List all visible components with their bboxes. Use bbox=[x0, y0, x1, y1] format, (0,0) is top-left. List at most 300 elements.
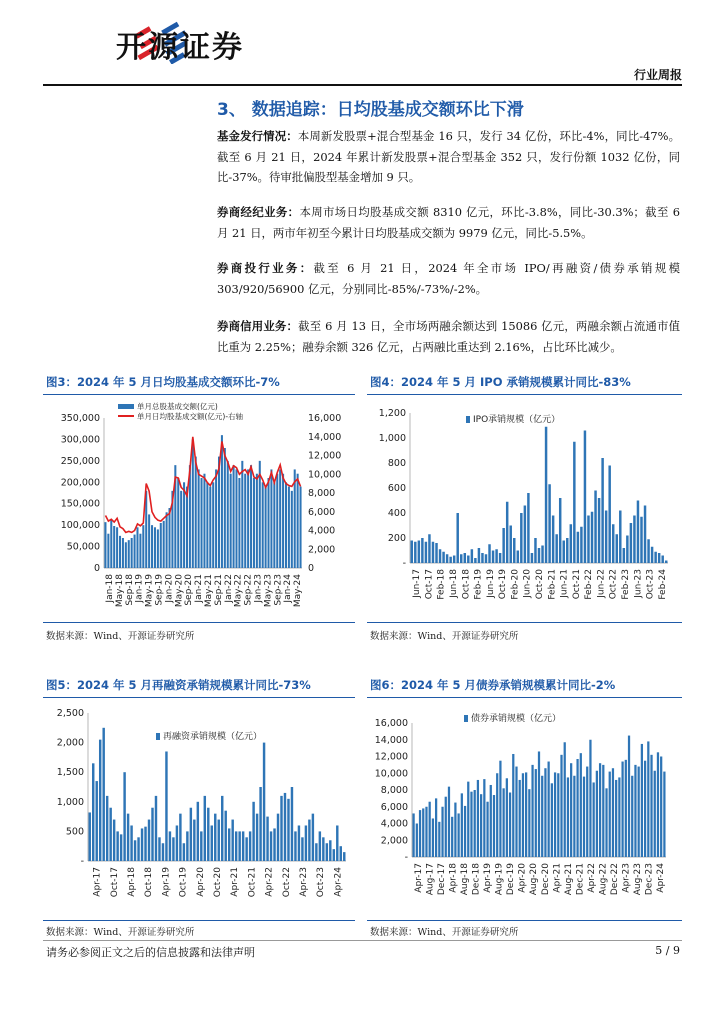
bar bbox=[464, 553, 466, 563]
bar bbox=[509, 793, 511, 857]
figure-4-rule bbox=[367, 394, 682, 395]
bar bbox=[638, 767, 640, 857]
bar bbox=[605, 511, 607, 564]
bar bbox=[127, 814, 129, 861]
x-tick-label: Apr-17 bbox=[92, 867, 103, 897]
x-tick-label: Apr-23 bbox=[299, 867, 309, 897]
bar bbox=[249, 831, 251, 861]
bar bbox=[658, 553, 660, 563]
bar bbox=[587, 516, 589, 564]
bar bbox=[134, 840, 136, 861]
bar bbox=[141, 828, 143, 861]
bar bbox=[158, 837, 160, 861]
x-tick-label: Apr-21 bbox=[552, 863, 563, 893]
bar bbox=[336, 825, 338, 861]
figure-6-title: 图6：2024 年 5 月债券承销规模累计同比-2% bbox=[370, 678, 616, 692]
x-tick-label: Feb-18 bbox=[436, 569, 447, 600]
bar bbox=[485, 554, 487, 563]
x-tick-label: Oct-19 bbox=[498, 569, 509, 600]
y2-tick-label: 14,000 bbox=[308, 431, 342, 443]
bar bbox=[297, 474, 299, 568]
y2-tick-label: 0 bbox=[308, 563, 315, 574]
bar bbox=[214, 814, 216, 861]
x-tick-label: Aug-23 bbox=[633, 863, 644, 896]
bar bbox=[241, 461, 243, 568]
y2-tick-label: 8,000 bbox=[308, 488, 336, 499]
bar bbox=[428, 534, 430, 563]
bar bbox=[109, 808, 111, 861]
figure-6-source: 数据来源：Wind、开源证券研究所 bbox=[370, 927, 519, 938]
figure-3-rule bbox=[43, 394, 355, 395]
company-name: 开源证券 bbox=[116, 30, 244, 65]
y-tick-label: 1,000 bbox=[378, 433, 406, 444]
bar bbox=[474, 558, 476, 563]
x-tick-label: May-19 bbox=[144, 574, 155, 608]
x-tick-label: Jun-19 bbox=[485, 569, 496, 598]
bar bbox=[198, 469, 200, 568]
bar bbox=[416, 824, 418, 858]
chart-fig5 bbox=[44, 703, 354, 917]
bar bbox=[454, 803, 456, 857]
bar bbox=[244, 474, 246, 568]
legend-swatch bbox=[156, 733, 160, 740]
bar bbox=[512, 754, 514, 857]
bar bbox=[563, 541, 565, 564]
bar bbox=[486, 802, 488, 857]
bar bbox=[176, 825, 178, 861]
bar bbox=[250, 465, 252, 568]
bar bbox=[515, 767, 517, 857]
bar bbox=[612, 768, 614, 857]
x-tick-label: Apr-19 bbox=[483, 863, 494, 893]
bar bbox=[573, 442, 575, 563]
bar bbox=[541, 776, 543, 857]
bar bbox=[628, 736, 630, 857]
para-label: 基金发行情况： bbox=[217, 129, 298, 143]
bar bbox=[263, 743, 265, 861]
bar bbox=[490, 785, 492, 857]
para-text: 本周市场日均股基成交额 8310 亿元，环比-3.8%，同比-30.3%；截至 6 月 21 日，两市年初至今累计日均股基成交额为 9979 亿元，同比-5.5%。 bbox=[217, 205, 680, 240]
bar bbox=[451, 817, 453, 857]
bar bbox=[95, 781, 97, 861]
x-tick-label: Jan-21 bbox=[194, 574, 205, 603]
bar bbox=[499, 761, 501, 857]
bar bbox=[625, 760, 627, 857]
y-tick-label: 50,000 bbox=[66, 541, 100, 553]
y-tick-label: 100,000 bbox=[60, 520, 100, 532]
x-tick-label: Feb-22 bbox=[584, 569, 595, 600]
bar bbox=[665, 561, 667, 564]
bar bbox=[425, 807, 427, 857]
bar bbox=[195, 457, 197, 568]
bar bbox=[280, 796, 282, 861]
paragraph-investment-banking bbox=[217, 258, 680, 299]
y-tick-label: 400 bbox=[387, 508, 406, 519]
bar bbox=[522, 773, 524, 857]
bar bbox=[163, 521, 165, 568]
x-tick-label: Oct-23 bbox=[316, 867, 327, 898]
bar bbox=[478, 548, 480, 563]
x-tick-label: Apr-19 bbox=[161, 867, 172, 897]
x-tick-label: Dec-17 bbox=[436, 863, 447, 896]
bar bbox=[548, 484, 550, 563]
x-tick-label: Sep-19 bbox=[154, 574, 165, 606]
bar bbox=[441, 807, 443, 857]
y2-tick-label: 10,000 bbox=[308, 469, 342, 481]
bar bbox=[186, 831, 188, 861]
bar bbox=[538, 548, 540, 563]
bar bbox=[203, 474, 205, 568]
bar bbox=[422, 808, 424, 857]
bar bbox=[599, 763, 601, 857]
bar bbox=[418, 541, 420, 564]
bar bbox=[186, 487, 188, 568]
bar bbox=[432, 542, 434, 563]
bar bbox=[616, 534, 618, 563]
bar bbox=[253, 478, 255, 568]
y-tick-label: 1,200 bbox=[378, 408, 406, 419]
x-tick-label: Feb-21 bbox=[547, 569, 558, 600]
bar bbox=[477, 780, 479, 857]
x-tick-label: Aug-20 bbox=[529, 863, 540, 896]
bar bbox=[116, 527, 118, 568]
bar bbox=[265, 487, 267, 568]
bar bbox=[555, 534, 557, 563]
legend-swatch bbox=[466, 416, 470, 423]
section-title: 3、 数据追踪：日均股基成交额环比下滑 bbox=[217, 100, 524, 120]
figure-3-title: 图3：2024 年 5 月日均股基成交额环比-7% bbox=[46, 375, 280, 389]
x-tick-label: Dec-19 bbox=[506, 863, 517, 896]
bar bbox=[206, 482, 208, 568]
bar bbox=[442, 552, 444, 563]
bar bbox=[270, 831, 272, 861]
figure-6-source-rule bbox=[367, 920, 682, 921]
bar bbox=[231, 820, 233, 861]
bar bbox=[474, 790, 476, 857]
bar bbox=[204, 796, 206, 861]
bar bbox=[586, 767, 588, 857]
bar bbox=[134, 535, 136, 568]
bar bbox=[162, 843, 164, 861]
bar bbox=[564, 742, 566, 857]
bar bbox=[340, 846, 342, 861]
bar bbox=[492, 551, 494, 564]
bar bbox=[343, 852, 345, 861]
bar bbox=[228, 828, 230, 861]
y2-tick-label: 16,000 bbox=[308, 413, 342, 424]
x-tick-label: Jan-22 bbox=[223, 574, 234, 603]
y-tick-label: 2,500 bbox=[56, 708, 84, 719]
bar bbox=[445, 797, 447, 857]
bar bbox=[221, 796, 223, 861]
bar bbox=[637, 501, 639, 564]
bar bbox=[180, 491, 182, 568]
legend-label: 再融资承销规模（亿元） bbox=[163, 732, 263, 742]
bar bbox=[559, 498, 561, 563]
bar bbox=[544, 768, 546, 857]
x-tick-label: Dec-21 bbox=[575, 863, 586, 896]
bar bbox=[583, 777, 585, 857]
bar bbox=[439, 549, 441, 563]
x-tick-label: May-21 bbox=[203, 574, 214, 608]
bar bbox=[499, 553, 501, 563]
bar bbox=[641, 744, 643, 857]
y-tick-label: - bbox=[402, 558, 406, 569]
bar bbox=[322, 837, 324, 861]
bar bbox=[183, 843, 185, 861]
bar bbox=[235, 831, 237, 861]
bar bbox=[425, 542, 427, 563]
y-tick-label: 6,000 bbox=[380, 801, 408, 813]
bar bbox=[528, 789, 530, 857]
bar bbox=[276, 474, 278, 568]
bar bbox=[142, 525, 144, 568]
bar bbox=[270, 469, 272, 568]
x-tick-label: Oct-18 bbox=[144, 867, 155, 898]
bar bbox=[488, 544, 490, 563]
x-tick-label: Sep-22 bbox=[243, 574, 254, 606]
bar bbox=[654, 552, 656, 563]
x-tick-label: May-18 bbox=[114, 574, 125, 608]
legend-label: 单月总股基成交额(亿元) bbox=[137, 402, 218, 411]
bar bbox=[517, 551, 519, 564]
bar bbox=[273, 482, 275, 568]
x-tick-label: Oct-19 bbox=[178, 867, 189, 898]
x-tick-label: Dec-23 bbox=[644, 863, 655, 896]
bar bbox=[461, 793, 463, 857]
bar bbox=[506, 502, 508, 563]
bar bbox=[235, 469, 237, 568]
bar bbox=[608, 466, 610, 564]
bar bbox=[165, 751, 167, 861]
bar bbox=[414, 542, 416, 563]
bar bbox=[524, 506, 526, 564]
x-tick-label: May-20 bbox=[174, 574, 185, 608]
bar bbox=[412, 813, 414, 857]
figure-5-rule bbox=[43, 697, 355, 698]
bar bbox=[534, 538, 536, 563]
bar bbox=[218, 820, 220, 861]
bar bbox=[200, 831, 202, 861]
bar bbox=[148, 514, 150, 568]
bar bbox=[570, 524, 572, 563]
bar bbox=[519, 780, 521, 857]
bar bbox=[123, 772, 125, 861]
bar bbox=[419, 810, 421, 857]
y-tick-label: 8,000 bbox=[380, 785, 408, 796]
y-tick-label: 200,000 bbox=[60, 477, 100, 489]
bar bbox=[509, 526, 511, 564]
bar bbox=[211, 825, 213, 861]
y-tick-label: 350,000 bbox=[60, 413, 100, 424]
x-tick-label: Oct-23 bbox=[645, 569, 656, 600]
bar bbox=[207, 808, 209, 861]
x-tick-label: Feb-23 bbox=[621, 569, 631, 600]
bar bbox=[233, 465, 235, 568]
y-tick-label: - bbox=[80, 856, 84, 867]
bar bbox=[626, 536, 628, 564]
bar bbox=[301, 837, 303, 861]
bar bbox=[591, 512, 593, 563]
bar bbox=[557, 773, 559, 857]
bar bbox=[589, 740, 591, 857]
bar bbox=[279, 469, 281, 568]
bar bbox=[99, 740, 101, 861]
bar bbox=[242, 831, 244, 861]
bar bbox=[157, 529, 159, 568]
bar bbox=[300, 487, 302, 568]
paragraph-fund-issuance bbox=[217, 126, 680, 188]
y2-tick-label: 2,000 bbox=[308, 544, 336, 556]
bar bbox=[273, 828, 275, 861]
bar bbox=[429, 802, 431, 857]
bar bbox=[151, 808, 153, 861]
x-tick-label: Jan-18 bbox=[104, 574, 115, 603]
y-tick-label: 300,000 bbox=[60, 434, 100, 446]
bar bbox=[218, 457, 220, 568]
figure-6-rule bbox=[367, 697, 682, 698]
bar bbox=[661, 556, 663, 564]
bar bbox=[168, 508, 170, 568]
bar bbox=[266, 817, 268, 861]
bar bbox=[291, 787, 293, 861]
y-tick-label: 1,500 bbox=[56, 767, 84, 779]
x-tick-label: Jun-17 bbox=[412, 569, 423, 598]
bar bbox=[256, 814, 258, 861]
footer-disclaimer: 请务必参阅正文之后的信息披露和法律声明 bbox=[46, 946, 255, 959]
x-tick-label: Apr-22 bbox=[264, 867, 275, 897]
bar bbox=[252, 802, 254, 861]
bar bbox=[201, 478, 203, 568]
bar bbox=[464, 806, 466, 857]
bar bbox=[548, 762, 550, 857]
bar bbox=[602, 765, 604, 857]
bar bbox=[166, 512, 168, 568]
bar bbox=[621, 762, 623, 857]
bar bbox=[618, 777, 620, 857]
x-tick-label: Aug-18 bbox=[459, 863, 470, 896]
bar bbox=[612, 524, 614, 563]
x-tick-label: Aug-19 bbox=[494, 863, 505, 896]
bar bbox=[104, 522, 106, 568]
bar bbox=[453, 556, 455, 564]
bar bbox=[470, 792, 472, 857]
bar bbox=[640, 517, 642, 563]
figure-4-source: 数据来源：Wind、开源证券研究所 bbox=[370, 631, 519, 642]
para-label: 券商投行业务： bbox=[217, 261, 314, 275]
bar bbox=[496, 773, 498, 857]
para-text: 截至 6 月 21 日，2024 年全市场 IPO/再融资/债券承销规模 303/920/56900 亿元，分别同比-85%/-73%/-2%。 bbox=[217, 261, 680, 296]
x-tick-label: Oct-20 bbox=[535, 569, 545, 600]
y-tick-label: 1,000 bbox=[56, 796, 84, 808]
bar bbox=[615, 780, 617, 857]
report-category: 行业周报 bbox=[633, 68, 682, 82]
bar bbox=[598, 498, 600, 563]
x-tick-label: May-24 bbox=[293, 574, 304, 608]
bar bbox=[560, 755, 562, 857]
x-tick-label: Sep-20 bbox=[184, 574, 195, 606]
x-tick-label: Jan-24 bbox=[283, 574, 294, 603]
x-tick-label: May-22 bbox=[233, 574, 244, 608]
x-tick-label: Oct-21 bbox=[247, 867, 258, 898]
bar bbox=[215, 469, 217, 568]
x-tick-label: Oct-22 bbox=[281, 867, 292, 898]
bar bbox=[467, 556, 469, 564]
bar bbox=[634, 765, 636, 857]
bar bbox=[294, 831, 296, 861]
bar bbox=[277, 814, 279, 861]
bar bbox=[160, 523, 162, 568]
bar bbox=[125, 542, 127, 568]
x-tick-label: Aug-17 bbox=[425, 863, 436, 896]
x-tick-label: Aug-21 bbox=[563, 863, 574, 896]
bar bbox=[169, 831, 171, 861]
header-divider bbox=[43, 84, 682, 86]
bar bbox=[513, 538, 515, 563]
figure-5-title: 图5：2024 年 5 月再融资承销规模累计同比-73% bbox=[46, 678, 311, 692]
bar bbox=[197, 802, 199, 861]
y-tick-label: 2,000 bbox=[380, 835, 408, 847]
chart-fig3 bbox=[44, 400, 354, 618]
bar bbox=[554, 772, 556, 857]
bar bbox=[262, 482, 264, 568]
bar bbox=[570, 763, 572, 857]
bar bbox=[584, 431, 586, 564]
bar bbox=[155, 796, 157, 861]
para-label: 券商经纪业务： bbox=[217, 205, 300, 219]
bar bbox=[92, 763, 94, 861]
x-tick-label: Oct-17 bbox=[109, 867, 120, 898]
para-text: 截至 6 月 13 日，全市场两融余额达到 15086 亿元，两融余额占流通市值比重为 2.25%；融券余额 326 亿元，占两融比重达到 2.16%，占比环比减少。 bbox=[217, 319, 680, 354]
bar bbox=[224, 811, 226, 861]
bar bbox=[520, 513, 522, 563]
bar bbox=[130, 825, 132, 861]
bar bbox=[245, 837, 247, 861]
chart-fig6 bbox=[368, 703, 680, 917]
bar bbox=[238, 831, 240, 861]
x-tick-label: Apr-24 bbox=[656, 863, 667, 893]
para-label: 券商信用业务： bbox=[217, 319, 299, 333]
bar bbox=[633, 516, 635, 564]
bar bbox=[609, 772, 611, 857]
x-tick-label: Dec-20 bbox=[540, 863, 551, 896]
bar bbox=[411, 541, 413, 564]
bar bbox=[644, 761, 646, 857]
legend-swatch bbox=[118, 404, 134, 409]
bar bbox=[541, 546, 543, 564]
bar bbox=[493, 795, 495, 857]
bar bbox=[573, 776, 575, 857]
bar bbox=[435, 543, 437, 563]
bar bbox=[110, 520, 112, 568]
bar bbox=[566, 538, 568, 563]
figure-3-source: 数据来源：Wind、开源证券研究所 bbox=[46, 631, 195, 642]
bar bbox=[471, 549, 473, 563]
x-tick-label: Jan-23 bbox=[253, 574, 264, 603]
bar bbox=[467, 782, 469, 857]
bar bbox=[552, 516, 554, 564]
bar bbox=[460, 554, 462, 563]
legend-label: IPO承销规模（亿元） bbox=[473, 415, 561, 425]
bar bbox=[502, 528, 504, 563]
x-tick-label: Apr-18 bbox=[127, 867, 137, 897]
bar bbox=[288, 487, 290, 568]
bar bbox=[456, 513, 458, 563]
figure-3-source-rule bbox=[43, 622, 355, 623]
bar bbox=[329, 840, 331, 861]
bar bbox=[538, 751, 540, 857]
bar bbox=[230, 474, 232, 568]
